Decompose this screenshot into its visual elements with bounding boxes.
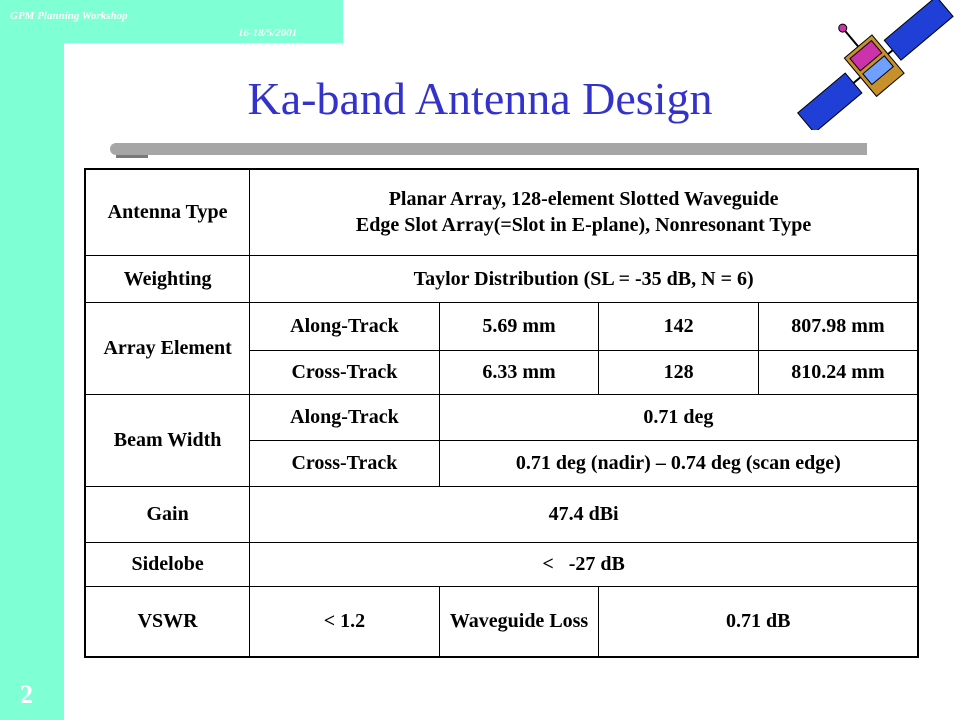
cross-spacing: 6.33 mm [439, 350, 599, 394]
beam-width-label: Beam Width [85, 394, 250, 486]
page-number: 2 [20, 680, 33, 709]
waveguide-loss-value: 0.71 dB [599, 586, 918, 657]
cross-track-label: Cross-Track [250, 350, 439, 394]
workshop-label: GPM Planning Workshop [10, 10, 128, 22]
gain-label: Gain [85, 486, 250, 542]
weighting-value: Taylor Distribution (SL = -35 dB, N = 6) [250, 255, 918, 302]
table-row [85, 169, 918, 255]
cross-count: 128 [599, 350, 758, 394]
table-row [85, 586, 918, 657]
beam-cross-value: 0.71 deg (nadir) – 0.74 deg (scan edge) [439, 440, 918, 486]
sidelobe-value: < -27 dB [250, 542, 918, 586]
antenna-type-line1: Planar Array, 128-element Slotted Waveguide [388, 188, 779, 211]
slide-title: Ka-band Antenna Design [247, 73, 713, 124]
gain-value: 47.4 dBi [250, 486, 918, 542]
title-divider [110, 143, 867, 155]
date-label: 16-18/5/2001 [238, 27, 298, 39]
beam-along-value: 0.71 deg [439, 394, 918, 440]
along-count: 142 [599, 302, 758, 350]
along-length: 807.98 mm [758, 302, 918, 350]
vswr-value: < 1.2 [250, 586, 439, 657]
antenna-type-line2: Edge Slot Array(=Slot in E-plane), Nonresonant Type [355, 214, 812, 237]
antenna-type-label: Antenna Type [85, 169, 250, 255]
array-element-label: Array Element [85, 302, 250, 394]
sidelobe-label: Sidelobe [85, 542, 250, 586]
table-row [85, 255, 918, 302]
table-row [85, 394, 918, 440]
table-row [85, 542, 918, 586]
along-spacing: 5.69 mm [439, 302, 599, 350]
along-track-label: Along-Track [250, 302, 439, 350]
cross-length: 810.24 mm [758, 350, 918, 394]
waveguide-loss-label: Waveguide Loss [439, 586, 599, 657]
antenna-type-value [250, 169, 918, 255]
antenna-spec-table [84, 168, 919, 658]
title-divider-shadow [116, 155, 148, 158]
vswr-label: VSWR [85, 586, 250, 657]
beam-cross-label: Cross-Track [250, 440, 439, 486]
beam-along-label: Along-Track [250, 394, 439, 440]
table-row [85, 302, 918, 350]
weighting-label: Weighting [85, 255, 250, 302]
table-row [85, 486, 918, 542]
